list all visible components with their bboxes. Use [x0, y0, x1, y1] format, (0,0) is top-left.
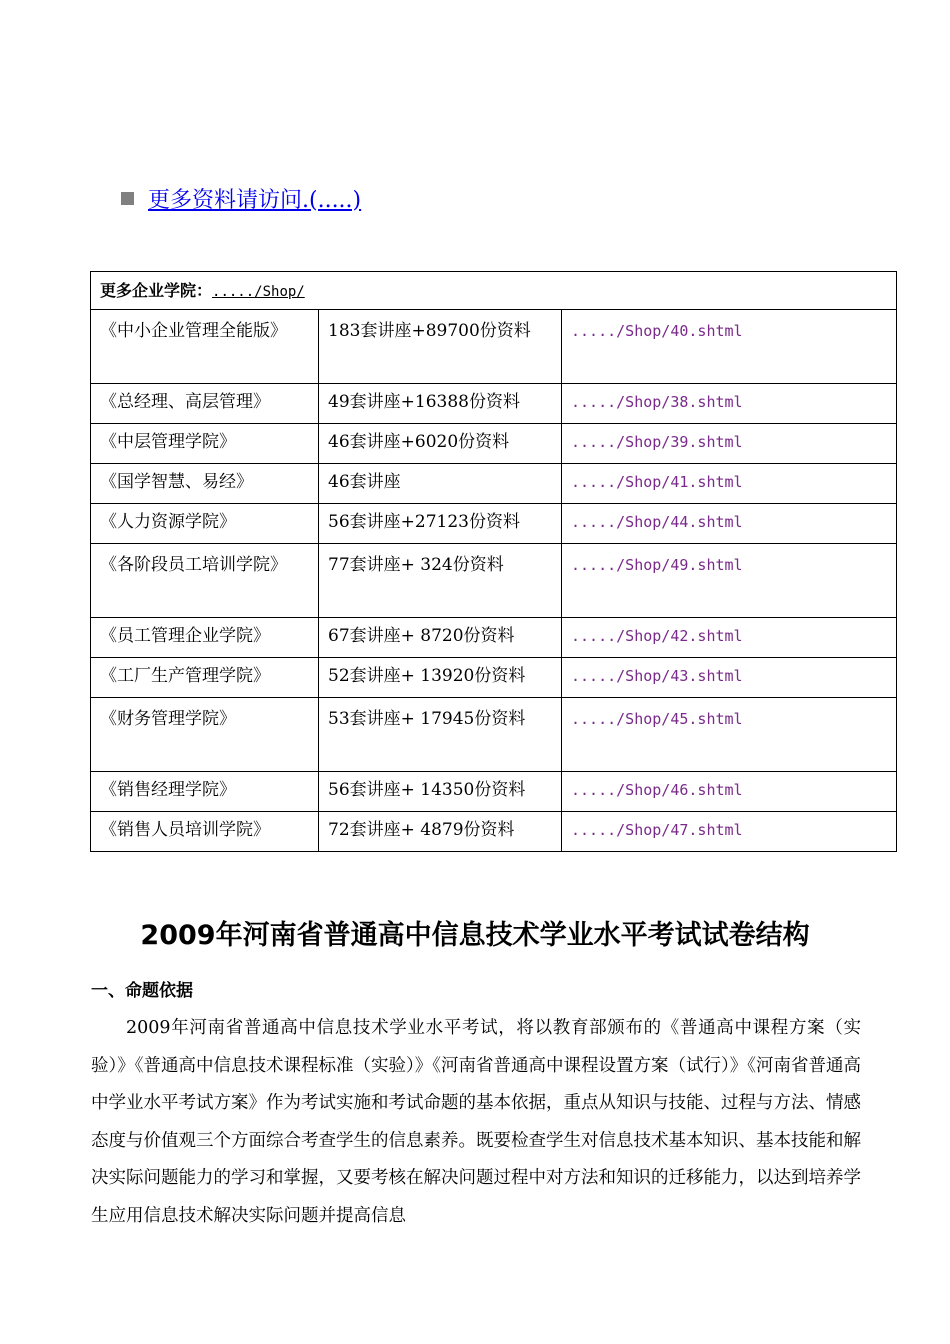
- square-bullet-icon: [121, 192, 134, 205]
- course-desc-cell: 56套讲座+ 14350份资料: [319, 772, 562, 812]
- course-desc-cell: 53套讲座+ 17945份资料: [319, 698, 562, 772]
- table-row: [91, 310, 897, 384]
- table-row: [91, 504, 897, 544]
- course-desc-cell: 67套讲座+ 8720份资料: [319, 618, 562, 658]
- table-row: [91, 464, 897, 504]
- course-desc-cell: 49套讲座+16388份资料: [319, 384, 562, 424]
- course-name-cell: 《工厂生产管理学院》: [91, 658, 319, 698]
- table-row: [91, 544, 897, 618]
- course-name-cell: 《总经理、高层管理》: [91, 384, 319, 424]
- course-url-link[interactable]: ...../Shop/46.shtml: [562, 772, 897, 812]
- more-resources-row: [121, 178, 361, 218]
- course-name-cell: 《中层管理学院》: [91, 424, 319, 464]
- course-desc-cell: 52套讲座+ 13920份资料: [319, 658, 562, 698]
- course-url-link[interactable]: ...../Shop/41.shtml: [562, 464, 897, 504]
- course-desc-cell: 77套讲座+ 324份资料: [319, 544, 562, 618]
- course-desc-cell: 46套讲座+6020份资料: [319, 424, 562, 464]
- table-row: [91, 812, 897, 852]
- document-title: 2009年河南省普通高中信息技术学业水平考试试卷结构: [140, 920, 810, 951]
- course-url-link[interactable]: ...../Shop/45.shtml: [562, 698, 897, 772]
- course-url-link[interactable]: ...../Shop/49.shtml: [562, 544, 897, 618]
- table-row: [91, 618, 897, 658]
- course-desc-cell: 183套讲座+89700份资料: [319, 310, 562, 384]
- course-name-cell: 《人力资源学院》: [91, 504, 319, 544]
- course-url-link[interactable]: ...../Shop/38.shtml: [562, 384, 897, 424]
- table-row: [91, 424, 897, 464]
- course-name-cell: 《销售经理学院》: [91, 772, 319, 812]
- course-name-cell: 《销售人员培训学院》: [91, 812, 319, 852]
- course-url-link[interactable]: ...../Shop/44.shtml: [562, 504, 897, 544]
- shop-table-header: [91, 272, 897, 310]
- course-name-cell: 《财务管理学院》: [91, 698, 319, 772]
- course-name-cell: 《员工管理企业学院》: [91, 618, 319, 658]
- table-row: [91, 698, 897, 772]
- table-row: [91, 384, 897, 424]
- body-paragraph: 2009年河南省普通高中信息技术学业水平考试，将以教育部颁布的《普通高中课程方案（实验）》《普通高中信息技术课程标准（实验）》《河南省普通高中课程设置方案（试行）》《河南省普通高中学业水平考试方案》作为考试实施和考试命题的基本依据，重点从知识与技能、过程与方法、情感态度与价值观三个方面综合考查学生的信息素养。既要检查学生对信息技术基本知识、基本技能和解决实际问题能力的学习和掌握，又要考核在解决问题过程中对方法和知识的迁移能力，以达到培养学生应用信息技术解决实际问题并提高信息: [91, 1018, 861, 1226]
- course-name-cell: 《中小企业管理全能版》: [91, 310, 319, 384]
- table-row: [91, 658, 897, 698]
- shop-table-header-row: [91, 272, 897, 310]
- table-row: [91, 772, 897, 812]
- course-url-link[interactable]: ...../Shop/47.shtml: [562, 812, 897, 852]
- course-url-link[interactable]: ...../Shop/42.shtml: [562, 618, 897, 658]
- course-url-link[interactable]: ...../Shop/43.shtml: [562, 658, 897, 698]
- course-name-cell: 《各阶段员工培训学院》: [91, 544, 319, 618]
- course-desc-cell: 72套讲座+ 4879份资料: [319, 812, 562, 852]
- header-shop-link[interactable]: ...../Shop/: [212, 284, 305, 300]
- shop-table: [90, 271, 897, 852]
- course-name-cell: 《国学智慧、易经》: [91, 464, 319, 504]
- more-resources-link[interactable]: 更多资料请访问.(.....): [148, 187, 362, 213]
- course-desc-cell: 56套讲座+27123份资料: [319, 504, 562, 544]
- course-url-link[interactable]: ...../Shop/39.shtml: [562, 424, 897, 464]
- course-desc-cell: 46套讲座: [319, 464, 562, 504]
- header-label: 更多企业学院：: [100, 281, 213, 300]
- course-url-link[interactable]: ...../Shop/40.shtml: [562, 310, 897, 384]
- section-heading: 一、命题依据: [91, 981, 193, 1001]
